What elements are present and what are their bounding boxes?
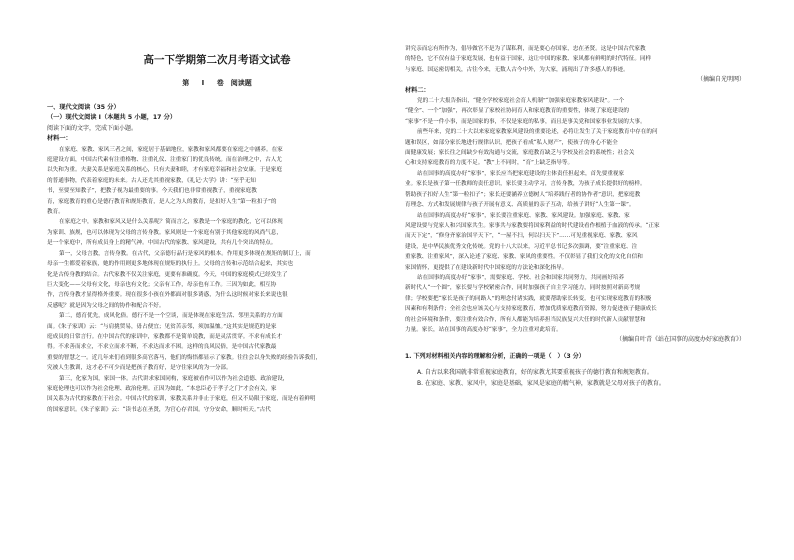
- text-line: 站在国事的高度办好“家事”，家长要注重家庭、家教、家风建设。加强家庭、家教、家: [417, 212, 630, 219]
- text-line: 心和支持家庭教育的力度不足。“教”上不同时，“育”上缺乏指导等。: [405, 160, 574, 167]
- left-column: [47, 0, 387, 560]
- text-line: 母亲一生都爱着家族，她的作用则更多地体现在规矩的执行上。父母的言传和示范结合起来，其实也: [47, 261, 294, 268]
- text-line: 庭建设方面，中国古代素有注重格物、注重礼仪、注重家门的优良传统。而在治理之中，古人尤: [47, 157, 282, 164]
- text-line: 讲究亲而忘有所作为，倡导做官不是为了谋私利，而是要心存国家，忠在圣贤。这是中国古代家教: [405, 46, 646, 52]
- text-line: 反感呢？就是因为父母之间的协作和配合不好。: [47, 302, 165, 309]
- material-two-label: 材料二：: [405, 86, 430, 94]
- text-line: 的国家意识。《朱子家训》云：“读书志在圣贤，为官心存君国。守分安命，顺时听天。”古代: [47, 406, 271, 413]
- section-heading: 一、现代文阅读（35 分）: [47, 104, 120, 111]
- text-line: 与家庭、国运密切相关，古往今来，无数人古今中外，为大家，涌现出了许多感人的事迹。: [405, 66, 629, 73]
- source-citation-one: （摘编自光明网）: [696, 76, 745, 84]
- text-line: 的特色，它不仅有益于家庭发展，也有益于国家，这让中国的家教、家风都有鲜明的时代特征。同样: [405, 56, 652, 63]
- right-body: [405, 44, 745, 389]
- material-two-text: [405, 96, 745, 335]
- text-line: 帮助孩子扣好人生“第一粒扣子”；家长还要涵养立德树人“培养践行者的协作者”意识，把家庭教: [405, 191, 641, 198]
- text-line: 在家庭、家教、家风三者之间，家庭居于基础地位，家教和家风都要在家庭之中涵养。在家: [59, 146, 283, 153]
- text-line: 力量。家长，站在国事的高度办好“家事”，全力注重对此培育。: [405, 326, 562, 333]
- right-column: [405, 0, 745, 560]
- text-line: 的社会环境和条件，要注重有效合作，所有人都能为培养担当民族复兴大任的时代新人贡献智慧和: [405, 316, 646, 323]
- text-line: 面。《朱子家训》云：“与肩挑贸易，毋占便宜；见贫苦亲邻，须加温恤。”这其实是规范的是家: [47, 323, 277, 330]
- text-line: 教育。: [47, 209, 64, 216]
- text-line: 化是古传身教的结合。古代家教不仅关注家庭，更要有准确度。今天，中国的家庭模式已经发生了: [47, 271, 288, 278]
- text-line: 重家教、注重家风”，深入论述了家庭、家教、家风的重要性。不仅彰显了我们文化的文化自信和: [405, 254, 643, 261]
- text-line: 律；学校要把“家长是孩子的同路人”的理念付诸实践，就要帮助家长转变，也可实现家庭教育的积极: [405, 295, 652, 302]
- text-line: 究被人生教训，这才必不可少而是把孩子教育好，是守住家风的为一分部。: [47, 365, 232, 372]
- text-line: 风建设要与党家人和兴国家共生。家事共与家教要将国家利益的时代建设看作根植于血液的传承。“正家: [405, 222, 660, 229]
- section-subtitle: 第 I 卷 阅读题: [182, 79, 252, 87]
- text-line: 第一，父母言教，言传身教。在古代，父亲德行品行是家风的根本。作用更多体现在规矩的制订上，而: [59, 250, 311, 257]
- subsection-heading: （一）现代文阅读 I（本题共 5 小题，17 分）: [47, 114, 177, 122]
- left-body: [47, 103, 387, 415]
- text-line: 因素和有利条件；全社会也应该关心与支持家庭教育，增加优质家庭教育资源，努力促进孩子健康成长: [405, 306, 657, 313]
- text-line: 育，家庭教育的重心是德行教育和规矩教育，是人之为人的教育，是扣好人生“第一粒扣子”的: [47, 198, 277, 205]
- text-line: 站在国事的高度办好“家事”，家长应当把家庭建设的主体责任担起来，首先要重视家: [417, 170, 625, 177]
- source-citation-two: （摘编自叶青《站在国事的高度办好家庭教育》）: [615, 336, 745, 344]
- text-line: 得。不求善而求立，不求立而求不断，不求达而求不困。这样的良风民俗，是中国古代家教最: [47, 344, 277, 351]
- text-line: 家庭伦理也可以作为社会伦理、政治伦理。正因为如此，“本忠臣必于孝子之门”才会有关，家: [47, 385, 277, 392]
- text-line: 在家庭之中，家教和家风又是什么关系呢？简而言之，家教是一个家庭的教化，它可以体现: [59, 219, 283, 226]
- material-one-label: 材料一：: [47, 135, 72, 143]
- text-line: 家国情怀，更提供了在建设新时代中国家庭的方法论和深化指导。: [405, 264, 568, 271]
- material-one-text: [47, 145, 387, 416]
- answer-option: B. 在家庭、家教、家风中，家庭是基础，家风是家庭的精气神，家教就是父母对孩子的教育。: [417, 379, 665, 387]
- text-line: 作，言传身教才显得格外重要。现在很多小孩在外都面对很多诱惑，为什么这时候对家长来说也很: [47, 292, 288, 299]
- text-line: 新时代人“一个圆”，家长要与学校紧密合作，同时加强孩子自主学习能力，同时按照对新高考规: [405, 285, 641, 292]
- text-line: 题和误区，如部分家长地进行规律认识，把孩子看成“私人财产”，使孩子的身心不能全: [405, 139, 618, 146]
- text-line: 的普通事物，代表着家庭的未来。古人还尤其重视家教，《礼记·大学》讲：“至乎无知: [47, 177, 256, 184]
- text-line: 巨大变化——父母有文化，母亲也有文化；父亲有工作，母亲也有工作。三因为如此，相互协: [47, 281, 277, 288]
- text-line: 业。家长是孩子第一任教师的责任意识，家长要主动学习，言传身教，为孩子成长提供好的榜样。: [405, 181, 646, 188]
- answer-option: A. 自古以来我国就非常重视家庭教育，好的家教尤其要重视孩子的德行教育和规矩教育。: [417, 369, 653, 377]
- material-one-continued: [405, 44, 745, 75]
- text-line: 国关系为古代的家教在于社会。中国古代的家训，家教关系并非止于家庭，但又不局限于家庭，而是有着鲜明: [47, 396, 316, 403]
- text-line: 党的二十大报告指出，“健全学校家庭社会育人机制”“加强家庭家教家风建设”。一个: [417, 98, 625, 105]
- text-line: 站在国事的高度办好“家事”，需要家庭、学校、社会和国家共同努力，共同画好培养: [417, 274, 625, 281]
- text-line: 而天下定”，“修身齐家治国平天下”，“一屋不扫，何以扫天下”……可见重视家庭、家教、家风: [405, 233, 638, 240]
- text-line: 书，至要至知教子”，把教子视为最重要的事。今天我们也非常重视教子，重视家庭教: [47, 188, 257, 195]
- question-one: 1. 下列对材料相关内容的理解和分析，正确的一项是（ ）（3 分）: [405, 352, 585, 360]
- text-line: 育理念、方式和发展规律与孩子开展有意义、高质量的亲子互动，给孩子讲好“人生第一课”。: [405, 202, 635, 209]
- text-line: 第二，德育优先，成风化俗。德行不是一个空谈，而是体现在家庭生活、邻里关系的方方面: [59, 313, 283, 320]
- text-line: 前些年来，党的二十大以来家庭家教家风建设的重要论述，必将让发生了关于家庭教育中存在的问: [417, 129, 658, 136]
- text-line: 为家训、族规，也可以体现为父母的言传身教。家风则是一个家庭有别于其他家庭的风尚气息，: [47, 229, 282, 236]
- page-title: 高一下学期第二次月考语文试卷: [143, 54, 291, 66]
- text-line: “家事”不是一件小事，而是国家的事，不仅是家庭的私事，而且是事关党和国家事业发展的大事。: [405, 118, 646, 125]
- text-line: 以失和为重。夫妻关系是家庭关系的核心，只有夫妻和睦，才有家庭幸福和社会安康。于是家庭: [47, 167, 282, 174]
- text-line: 建设，是中华民族优秀文化传统。党的十八大以来，习近平总书记多次强调，要“注重家庭、注: [405, 243, 638, 250]
- text-line: 是一个家庭中，所有成员身上的精气神。中国古代的家教、家风建设，共有几个突出的特点。: [47, 240, 277, 247]
- text-line: “健全”、一个“加强”，再次彰显了家校社协同育人和家庭教育的重要性，体现了家庭建设的: [405, 108, 630, 115]
- question-options: [405, 368, 745, 389]
- text-line: 面健康发展；家长往之间缺少有效沟通与交流，家庭教育缺乏与学校及社会的系统性；社会关: [405, 150, 635, 157]
- text-line: 庭成员的日常言行。在中国古代的家训中，家教都不是简单说教，而是灵活贯穿。不求有成长才: [47, 333, 282, 340]
- instruction-text: 阅读下面的文字，完成下面小题。: [47, 124, 138, 132]
- text-line: 第三，化家为国，家国一体。古代讲求家国同构，家庭被看作可以作为社会道德、政治建设，: [59, 375, 289, 382]
- text-line: 重要的智慧之一。近几年来们看到很多高官落马，他们的悔悟都显示了家教。往往会以身失败的经验告诉我们，: [47, 354, 322, 361]
